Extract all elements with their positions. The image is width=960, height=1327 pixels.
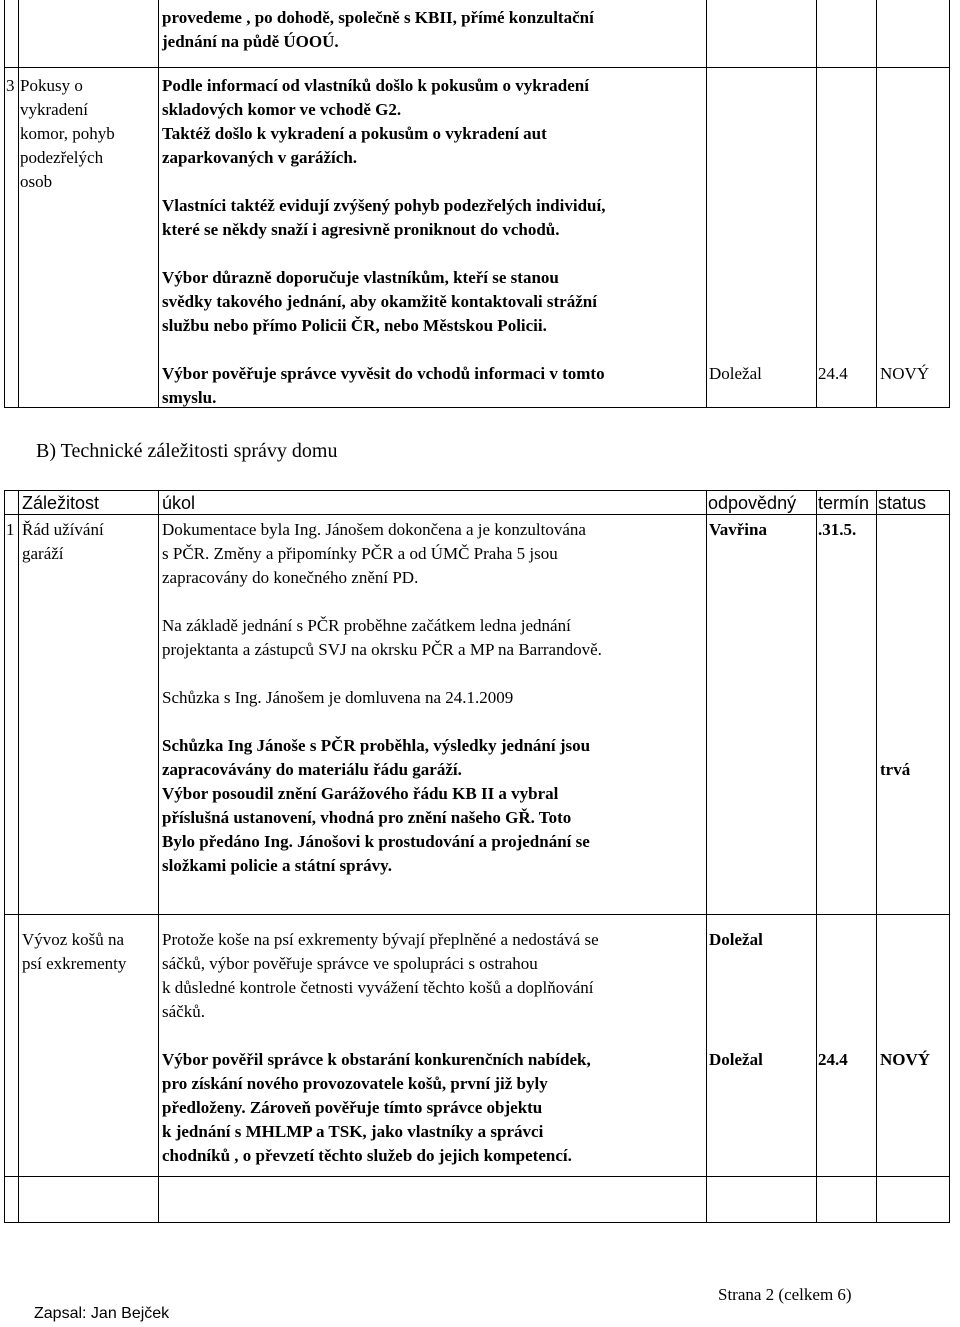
grid-line [18,0,19,408]
status-badge: NOVÝ [880,1050,931,1069]
task-paragraph: Výbor pověřil správce k obstarání konkurenčních nabídek, pro získání nového provozovatele košů, první již byly předloženy. Zároveň pověřuje tímto správce objektu k jednání s MHLMP a TSK, jako vlastníky a správci chodníků , o převzetí těchto služeb do jejich kompetencí. [162,1050,591,1165]
section-title: B) Technické záležitosti správy domu [36,440,338,462]
previous-row-text: provedeme , po dohodě, společně s KBII, přímé konzultační jednání na půdě ÚOOÚ. [162,8,594,51]
column-header-subject: Záležitost [22,493,100,513]
grid-line [949,490,950,1223]
grid-line [18,490,19,1223]
responsible-person: Doležal [709,930,763,949]
status-badge: NOVÝ [880,364,930,383]
column-header-task: úkol [162,493,196,513]
grid-line [4,1176,950,1177]
task-paragraph: Výbor pověřuje správce vyvěsit do vchodů informaci v tomto smyslu. [162,364,605,407]
grid-line [816,490,817,1223]
task-paragraph: Dokumentace byla Ing. Jánošem dokončena a je konzultována s PČR. Změny a připomínky PČR a od ÚMČ Praha 5 jsou zapracovány do konečného znění PD. [162,520,586,587]
grid-line [4,490,950,491]
grid-line [816,0,817,408]
responsible-person: Doležal [709,364,762,383]
task-paragraph: Schůzka Ing Jánoše s PČR proběhla, výsledky jednání jsou zapracovávány do materiálu řádu garáží. Výbor posoudil znění Garážového řádu KB II a vybral příslušná ustanovení, vhodná pro znění našeho GŘ. Toto Bylo předáno Ing. Jánošovi k prostudování a projednání se složkami policie a státní správy. [162,736,591,875]
task-paragraph: Výbor důrazně doporučuje vlastníkům, kteří se stanou svědky takového jednání, aby okamžitě kontaktovali strážní službu nebo přímo Policii ČR, nebo Městskou Policii. [162,268,597,335]
row-subject: Pokusy o vykradení komor, pohyb podezřelých osob [20,76,115,191]
term-date: .31.5. [818,520,857,539]
column-header-responsible: odpovědný [708,493,797,513]
column-header-term: termín [818,493,870,513]
grid-line [4,0,5,408]
grid-line [706,0,707,408]
grid-line [4,490,5,1223]
term-date: 24.4 [818,364,848,383]
grid-line [876,490,877,1223]
task-paragraph: Podle informací od vlastníků došlo k pokusům o vykradení skladových komor ve vchodě G2. Taktéž došlo k vykradení a pokusům o vykradení aut zaparkovaných v garážích. [162,76,589,167]
row-subject: Vývoz košů na psí exkrementy [22,930,127,973]
grid-line [706,490,707,1223]
task-paragraph: Vlastníci taktéž evidují zvýšený pohyb podezřelých individuí, které se někdy snaží i agresivně proniknout do vchodů. [162,196,606,239]
row-number: 3 [6,76,15,95]
task-paragraph: Protože koše na psí exkrementy bývají přeplněné a nedostává se sáčků, výbor pověřuje správce ve spolupráci s ostrahou k důsledné kontrole četnosti vyvážení těchto košů a doplňování sáčků. [162,930,599,1021]
responsible-person: Vavřina [709,520,767,539]
grid-line [876,0,877,408]
page-number: Strana 2 (celkem 6) [718,1285,852,1304]
task-paragraph: Na základě jednání s PČR proběhne začátkem ledna jednání projektanta a zástupců SVJ na okrsku PČR a MP na Barrandově. [162,616,602,659]
grid-line [4,514,950,515]
column-header-status: status [878,493,927,513]
grid-line [4,914,950,915]
grid-line [4,1222,950,1223]
row-subject: Řád užívání garáží [22,520,104,563]
grid-line [158,490,159,1223]
grid-line [4,67,950,68]
term-date: 24.4 [818,1050,848,1069]
grid-line [158,0,159,408]
task-paragraph: Schůzka s Ing. Jánošem je domluvena na 24.1.2009 [162,688,514,707]
status-badge: trvá [880,760,911,779]
responsible-person: Doležal [709,1050,763,1069]
author-note: Zapsal: Jan Bejček [34,1305,170,1322]
grid-line [949,0,950,408]
row-number: 1 [6,520,15,539]
